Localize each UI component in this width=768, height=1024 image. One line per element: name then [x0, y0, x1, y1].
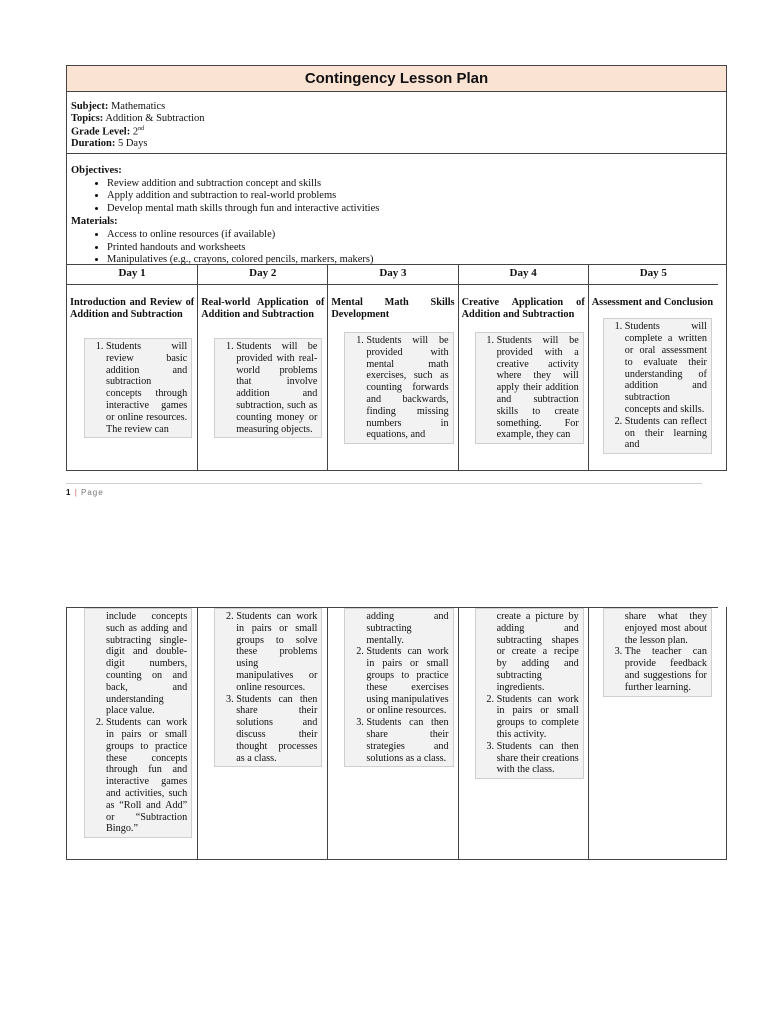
day-header: Day 5	[589, 265, 718, 285]
step-item: 2. Students can reflect on their learning and	[625, 416, 707, 451]
steps-box	[84, 338, 192, 438]
steps-box-cont	[475, 608, 584, 779]
day-header: Day 3	[328, 265, 457, 285]
step-item: 2. Students can work in pairs or small groups to practice these concepts through fun and interactive games and activities, such as “Roll and Add” or “Subtraction Bingo.”	[106, 717, 187, 835]
materials-heading: Materials:	[71, 216, 118, 228]
day-column-3	[327, 265, 457, 470]
step-continuation: adding and subtracting mentally.	[366, 611, 449, 646]
steps-list	[476, 335, 579, 441]
grade-line: Grade Level: 2nd	[71, 126, 145, 138]
topics-line: Topics: Addition & Subtraction	[71, 112, 205, 124]
steps-box	[475, 332, 584, 444]
day-column-5-cont	[588, 607, 718, 859]
steps-list-cont	[85, 717, 187, 835]
steps-list	[215, 341, 317, 435]
step-item: 3. Students can then share their creations with the class.	[497, 741, 579, 776]
step-item: 1. Students will be provided with real-world problems that involve addition and subtraction, such as counting money or measuring objects.	[236, 341, 317, 435]
duration-line: Duration: 5 Days	[71, 138, 148, 150]
activity-title: Mental Math Skills Development	[331, 296, 455, 321]
steps-box-cont	[214, 608, 322, 767]
activity-title: Introduction and Review of Addition and Subtraction	[70, 296, 195, 321]
day-header: Day 2	[198, 265, 327, 285]
step-continuation: create a picture by adding and subtracting shapes or create a recipe by adding and subtracting ingredients.	[496, 611, 579, 693]
day-header: Day 1	[67, 265, 197, 285]
step-item: 1. Students will be provided with mental math exercises, such as counting forwards and backwards, finding missing numbers in equations, and	[366, 335, 448, 441]
steps-box	[344, 332, 453, 444]
material-item: • Manipulatives (e.g., crayons, colored pencils, markers, makers)	[107, 254, 722, 267]
day-column-1	[67, 265, 197, 470]
day-body	[198, 285, 327, 470]
steps-box	[603, 318, 712, 454]
steps-list	[85, 341, 187, 435]
objectives-materials	[66, 154, 727, 265]
day-column-5	[588, 265, 718, 470]
steps-box	[214, 338, 322, 438]
step-item: 3. The teacher can provide feedback and suggestions for further learning.	[625, 646, 707, 693]
activity-title: Real-world Application of Addition and Subtraction	[201, 296, 325, 321]
day-column-4-cont	[458, 607, 588, 859]
step-item: 3. Students can then share their solutions and discuss their thought processes as a class.	[236, 694, 317, 765]
step-item: 2. Students can work in pairs or small groups to complete this activity.	[497, 694, 579, 741]
step-item: 1. Students will complete a written or oral assessment to evaluate their understanding of addition and subtraction concepts and skills.	[625, 321, 707, 415]
objectives-heading: Objectives:	[71, 164, 122, 176]
steps-list-cont	[604, 646, 707, 693]
day-column-4	[458, 265, 588, 470]
step-item: 2. Students can work in pairs or small groups to solve these problems using manipulatives or online resources.	[236, 611, 317, 694]
steps-list-cont	[345, 646, 448, 764]
day-column-3-cont	[327, 607, 457, 859]
day-grid-bottom	[66, 607, 727, 860]
day-column-2	[197, 265, 327, 470]
page-two	[66, 607, 727, 860]
footer-divider	[66, 483, 702, 484]
step-item: 1. Students will review basic addition and subtraction concepts through interactive games or online resources. The review can	[106, 341, 187, 435]
steps-list-cont	[476, 694, 579, 777]
day-column-1-cont	[67, 607, 197, 859]
lesson-info	[66, 92, 727, 154]
page-one	[66, 65, 727, 471]
materials-list	[71, 229, 722, 267]
document-title: Contingency Lesson Plan	[66, 65, 727, 92]
objective-item: • Apply addition and subtraction to real-world problems	[107, 190, 722, 203]
steps-box-cont	[344, 608, 453, 767]
day-body	[67, 285, 197, 470]
step-item: 3. Students can then share their strategies and solutions as a class.	[366, 717, 448, 764]
step-continuation: share what they enjoyed most about the lesson plan.	[624, 611, 707, 646]
steps-box-cont	[603, 608, 712, 697]
objective-item: • Develop mental math skills through fun and interactive activities	[107, 203, 722, 216]
step-item: 1. Students will be provided with a creative activity where they will apply their addition and subtraction skills to create something. For example, they can	[497, 335, 579, 441]
activity-title: Assessment and Conclusion	[591, 296, 714, 308]
step-item: 2. Students can work in pairs or small groups to practice these exercises using manipulatives or online resources.	[366, 646, 448, 717]
page-footer: 1 | Page	[66, 488, 104, 497]
material-item: • Printed handouts and worksheets	[107, 242, 722, 255]
day-column-2-cont	[197, 607, 327, 859]
day-body	[459, 285, 588, 470]
material-item: • Access to online resources (if available)	[107, 229, 722, 242]
step-continuation: include concepts such as adding and subtracting single-digit and double-digit numbers, counting on and back, and understanding place value.	[106, 611, 188, 717]
activity-title: Creative Application of Addition and Subtraction	[461, 296, 585, 321]
day-grid-top	[66, 265, 727, 471]
objective-item: • Review addition and subtraction concept and skills	[107, 178, 722, 191]
objectives-list	[71, 178, 722, 216]
steps-list	[345, 335, 448, 441]
subject-line: Subject: Mathematics	[71, 101, 166, 112]
day-header: Day 4	[459, 265, 588, 285]
day-body	[328, 285, 457, 470]
day-body	[589, 285, 718, 470]
steps-box-cont	[84, 608, 192, 838]
steps-list	[604, 321, 707, 451]
steps-list-cont	[215, 611, 317, 764]
